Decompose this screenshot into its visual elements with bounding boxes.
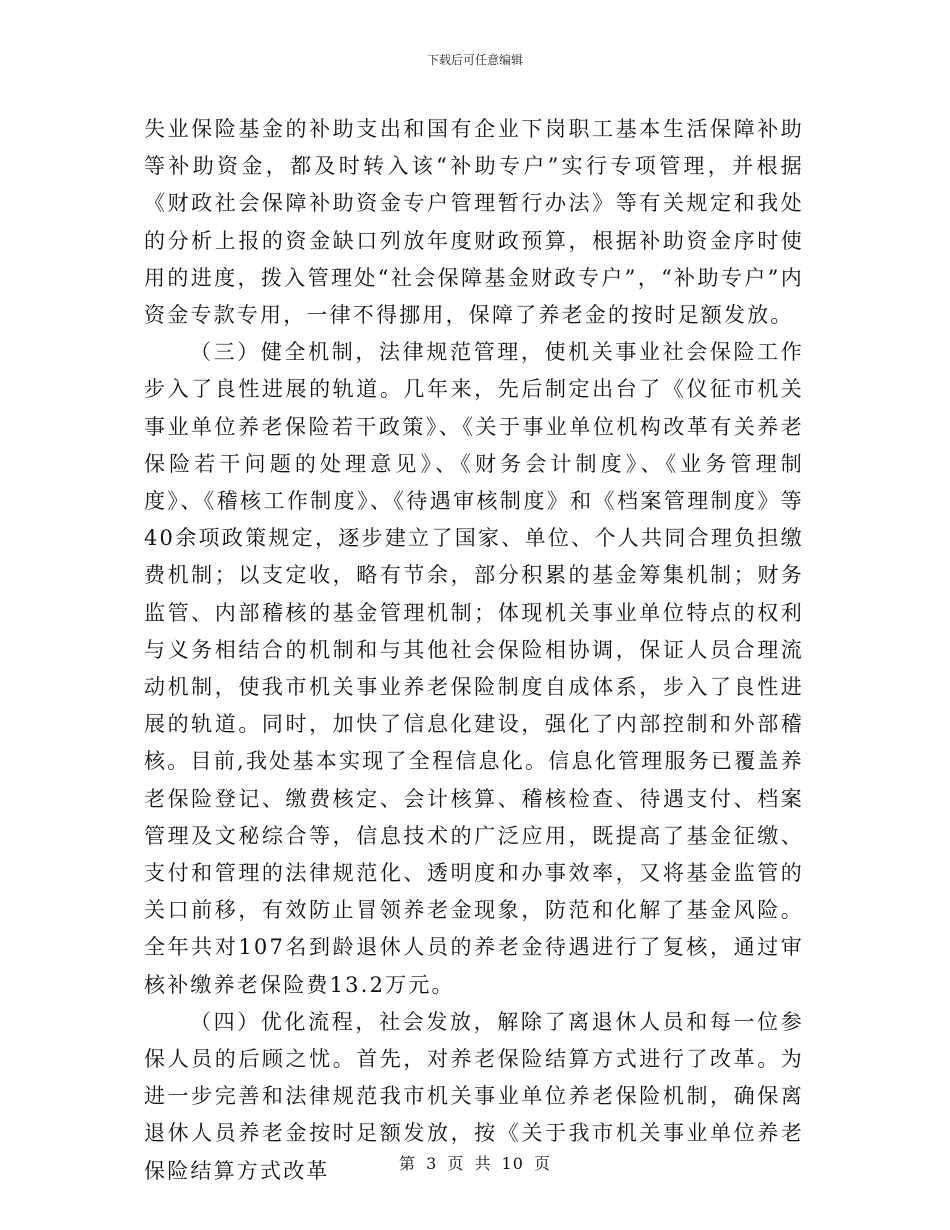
page-header: 下载后可任意编辑 <box>426 53 523 67</box>
paragraph-section-four: （四）优化流程，社会发放，解除了离退休人员和每一位参保人员的后顾之忧。首先，对养老保险结算方式进行了改革。为进一步完善和法律规范我市机关事业单位养老保险机制，确保离退休人员养老金按时足额发放，按《关于我市机关事业单位养老保险结算方式改革 <box>144 1009 804 1183</box>
page-number-footer: 第 3 页 共 10 页 <box>399 1154 551 1173</box>
paragraph-continuation: 失业保险基金的补助支出和国有企业下岗职工基本生活保障补助等补助资金，都及时转入该“补助专户”实行专项管理，并根据《财政社会保障补助资金专户管理暂行办法》等有关规定和我处的分析上报的资金缺口列放年度财政预算，根据补助资金序时使用的进度，拨入管理处“社会保障基金财政专户”，“补助专户”内资金专款专用，一律不得挪用，保障了养老金的按时足额发放。 <box>144 117 804 328</box>
paragraph-section-three: （三）健全机制，法律规范管理，使机关事业社会保险工作步入了良性进展的轨道。几年来，先后制定出台了《仪征市机关事业单位养老保险若干政策》、《关于事业单位机构改革有关养老保险若干问题的处理意见》、《财务会计制度》、《业务管理制度》、《稽核工作制度》、《待遇审核制度》和《档案管理制度》等40余项政策规定，逐步建立了国家、单位、个人共同合理负担缴费机制；以支定收，略有节余，部分积累的基金筹集机制；财务监管、内部稽核的基金管理机制；体现机关事业单位特点的权利与义务相结合的机制和与其他社会保险相协调，保证人员合理流动机制，使我市机关事业养老保险制度自成体系，步入了良性进展的轨道。同时，加快了信息化建设，强化了内部控制和外部稽核。目前,我处基本实现了全程信息化。信息化管理服务已覆盖养老保险登记、缴费核定、会计核算、稽核检查、待遇支付、档案管理及文秘综合等，信息技术的广泛应用，既提高了基金征缴、支付和管理的法律规范化、透明度和办事效率，又将基金监管的关口前移，有效防止冒领养老金现象，防范和化解了基金风险。全年共对107名到龄退休人员的养老金待遇进行了复核，通过审核补缴养老保险费13.2万元。 <box>144 340 804 997</box>
document-body <box>144 111 804 1190</box>
